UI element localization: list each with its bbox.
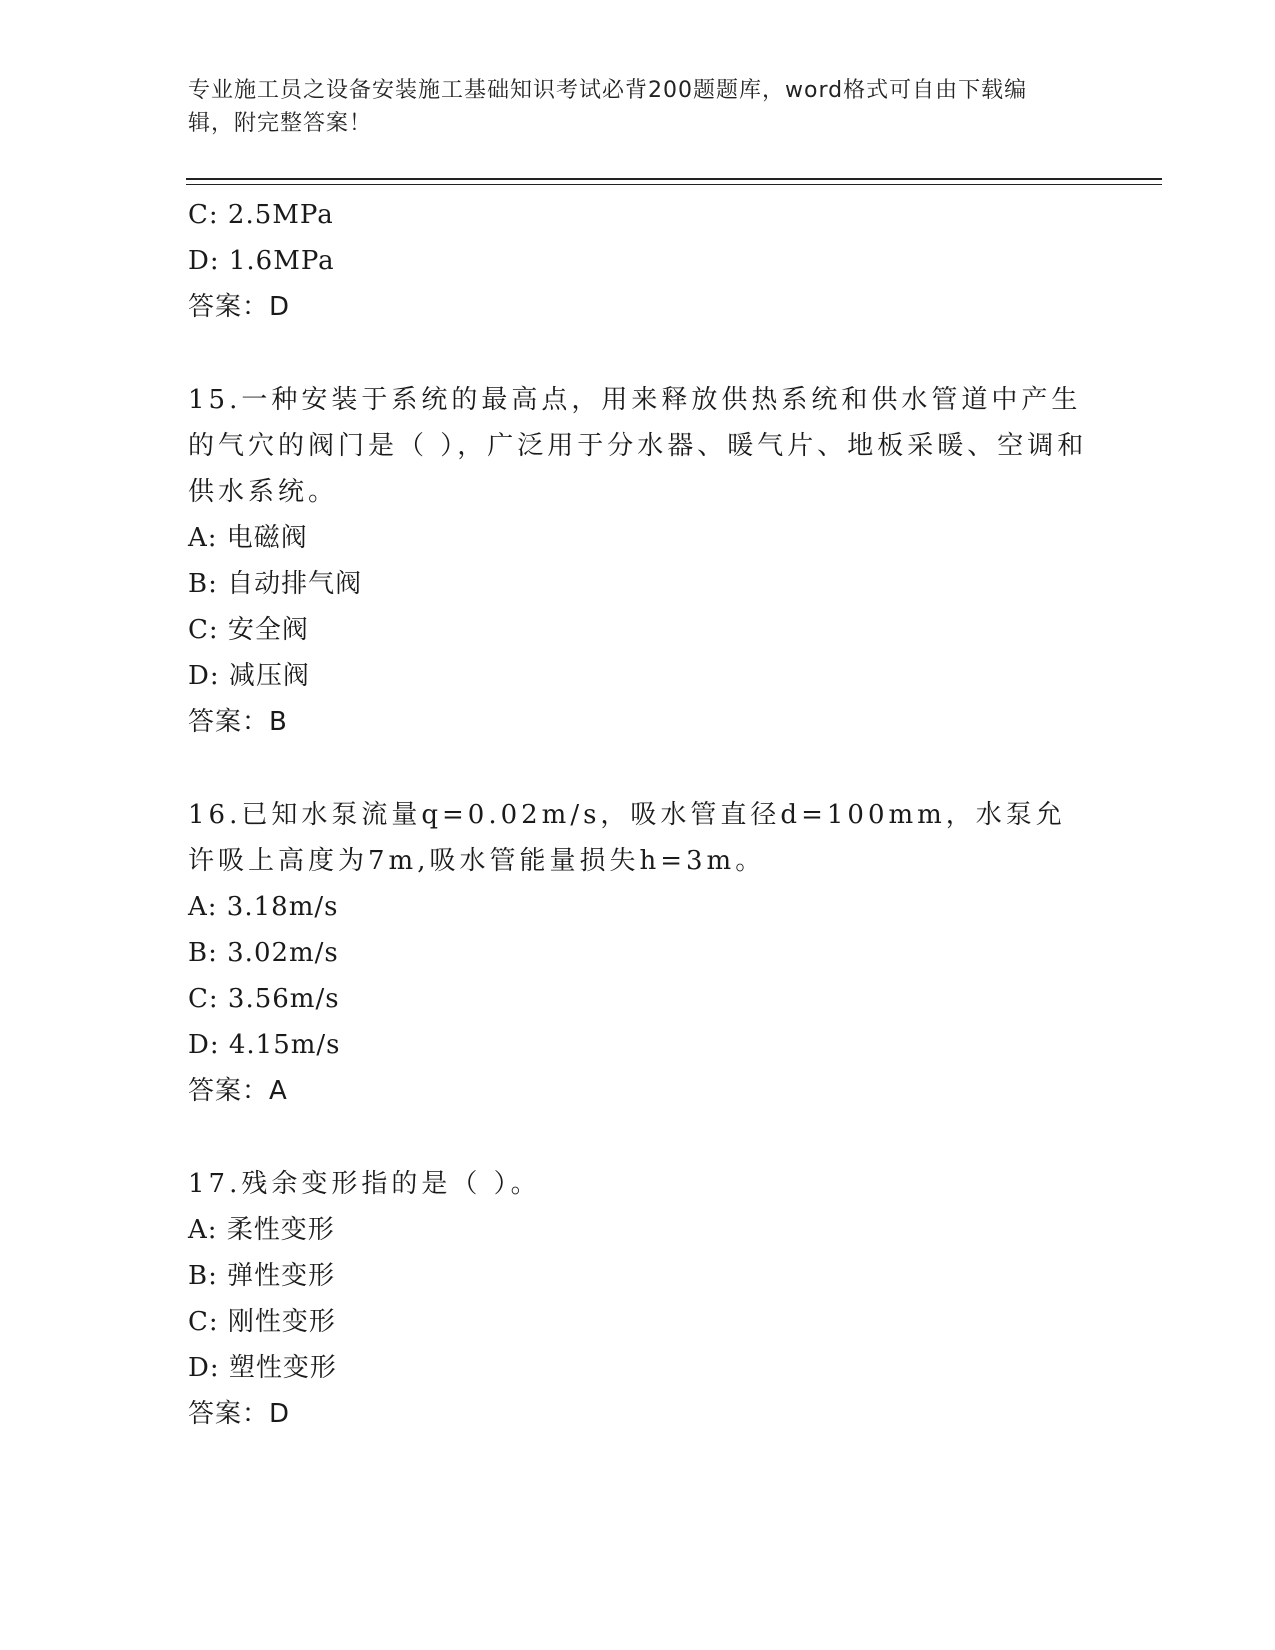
option-b: B: 3.02m/s — [188, 938, 339, 968]
option-d: D: 4.15m/s — [188, 1030, 341, 1060]
answer-line: 答案：D — [188, 1399, 291, 1429]
option-c: C: 3.56m/s — [188, 984, 340, 1014]
option-d: D: 减压阀 — [188, 661, 310, 691]
question-block-15 — [188, 377, 1088, 745]
question-text: 15.一种安装于系统的最高点，用来释放供热系统和供水管道中产生的气穴的阀门是（ ），广泛用于分水器、暖气片、地板采暖、空调和供水系统。 — [188, 385, 1088, 507]
answer-line: 答案：D — [188, 292, 291, 322]
question-block-prev — [188, 192, 1088, 330]
header-rule-thin — [186, 184, 1162, 185]
question-block-17 — [188, 1161, 1088, 1437]
option-c: C: 安全阀 — [188, 615, 309, 645]
question-text: 17.残余变形指的是（ ）。 — [188, 1169, 541, 1199]
option-a: A: 柔性变形 — [188, 1215, 335, 1245]
option-d: D: 塑性变形 — [188, 1353, 337, 1383]
question-list — [188, 192, 1088, 1437]
answer-line: 答案：A — [188, 1076, 288, 1106]
spacer — [188, 745, 1088, 792]
option-a: A: 电磁阀 — [188, 523, 308, 553]
option-b: B: 弹性变形 — [188, 1261, 336, 1291]
option-a: A: 3.18m/s — [188, 892, 339, 922]
question-text: 16.已知水泵流量q=0.02m/s，吸水管直径d=100mm，水泵允许吸上高度为7m,吸水管能量损失h=3m。 — [188, 800, 1066, 876]
header-rule-thick — [186, 178, 1162, 180]
document-header: 专业施工员之设备安装施工基础知识考试必背200题题库，word格式可自由下载编辑，附完整答案！ — [188, 78, 1028, 136]
answer-line: 答案：B — [188, 707, 288, 737]
spacer — [188, 1114, 1088, 1161]
option-d: D: 1.6MPa — [188, 246, 335, 276]
option-c: C: 刚性变形 — [188, 1307, 336, 1337]
option-b: B: 自动排气阀 — [188, 569, 363, 599]
question-block-16 — [188, 792, 1088, 1114]
spacer — [188, 330, 1088, 377]
option-c: C: 2.5MPa — [188, 200, 334, 230]
